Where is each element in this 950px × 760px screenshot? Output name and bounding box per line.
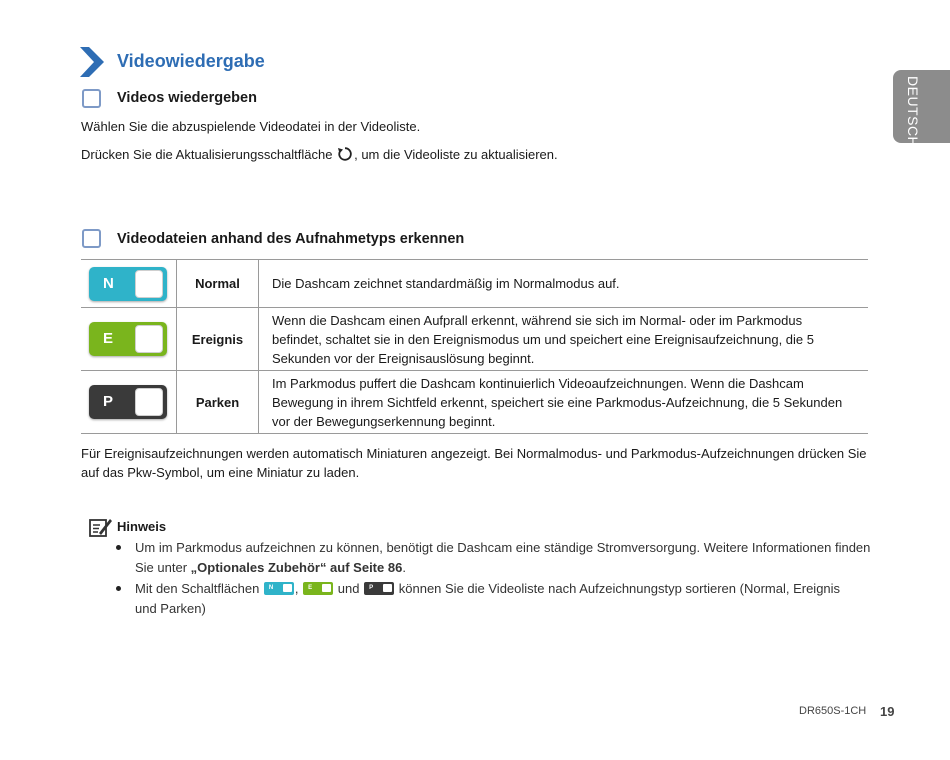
type-name: Parken: [177, 371, 259, 434]
bullet-dot: [116, 586, 121, 591]
refresh-icon: [337, 146, 353, 162]
type-description: Wenn die Dashcam einen Aufprall erkennt, während sie sich im Normal- oder im Parkmodus befindet, schaltet sie in den Ereignismodus um und speichert eine Ereignisaufzeichnung, die 5 Sekunden vor der Ereignisauslösung beginnt.: [259, 308, 869, 371]
accessory-reference-link[interactable]: „Optionales Zubehör“ auf Seite 86: [190, 560, 403, 575]
play-p2-after: , um die Videoliste zu aktualisieren.: [354, 147, 558, 162]
note-bullet-2-line-2: und Parken): [135, 601, 206, 616]
bullet-dot: [116, 545, 121, 550]
type-name: Normal: [177, 260, 259, 308]
chevron-right-icon: [80, 47, 104, 77]
park-mini-button-icon: P: [364, 582, 394, 595]
note-bullet-2-line-1: Mit den Schaltflächen N , E und P können Sie die Videoliste nach Aufzeichnungstyp sortieren (Normal, Ereignis: [135, 581, 841, 596]
recording-types-table: [81, 259, 868, 434]
table-row-event: [81, 308, 868, 371]
event-mini-button-icon: E: [303, 582, 333, 595]
type-description: Die Dashcam zeichnet standardmäßig im Normalmodus auf.: [259, 260, 869, 308]
table-row-normal: [81, 260, 868, 308]
language-tab-label: DEUTSCH: [905, 76, 921, 148]
type-name: Ereignis: [177, 308, 259, 371]
play-paragraph-1: Wählen Sie die abzuspielende Videodatei in der Videoliste.: [81, 119, 421, 134]
checkbox-square-icon: [82, 89, 101, 108]
thumbnail-info-line-2: auf das Pkw-Symbol, um eine Miniatur zu laden.: [81, 465, 360, 480]
types-heading: Videodateien anhand des Aufnahmetyps erkennen: [117, 231, 465, 247]
note-bullet-1-line-2: Sie unter „Optionales Zubehör“ auf Seite 86.: [135, 560, 406, 575]
event-filter-button: E: [89, 322, 167, 356]
section-title: Videowiedergabe: [117, 51, 265, 71]
play-heading: Videos wiedergeben: [117, 90, 257, 106]
footer-model: DR650S-1CH: [799, 705, 867, 717]
page-number: 19: [880, 704, 895, 719]
type-description: Im Parkmodus puffert die Dashcam kontinuierlich Videoaufzeichnungen. Wenn die Dashcam Bewegung in ihrem Sichtfeld erkennt, speichert sie eine Parkmodus-Aufzeichnung, die 5 Sekunden vor der Bewegungserkennung beginnt.: [259, 371, 869, 434]
note-pencil-icon: [89, 516, 113, 538]
note-bullet-1-line-1: Um im Parkmodus aufzeichnen zu können, benötigt die Dashcam eine ständige Stromversorgung. Weitere Informationen finden: [135, 540, 871, 555]
play-p2-before: Drücken Sie die Aktualisierungsschaltfläche: [81, 147, 333, 162]
thumbnail-info-line-1: Für Ereignisaufzeichnungen werden automatisch Miniaturen angezeigt. Bei Normalmodus- und Parkmodus-Aufzeichnungen drücken Sie: [81, 446, 867, 461]
normal-filter-button: N: [89, 267, 167, 301]
park-filter-button: P: [89, 385, 167, 419]
language-tab: [893, 70, 950, 148]
checkbox-square-icon: [82, 229, 101, 248]
table-row-park: [81, 371, 868, 434]
normal-mini-button-icon: N: [264, 582, 294, 595]
note-title: Hinweis: [117, 519, 167, 534]
play-paragraph-2: [81, 145, 558, 164]
